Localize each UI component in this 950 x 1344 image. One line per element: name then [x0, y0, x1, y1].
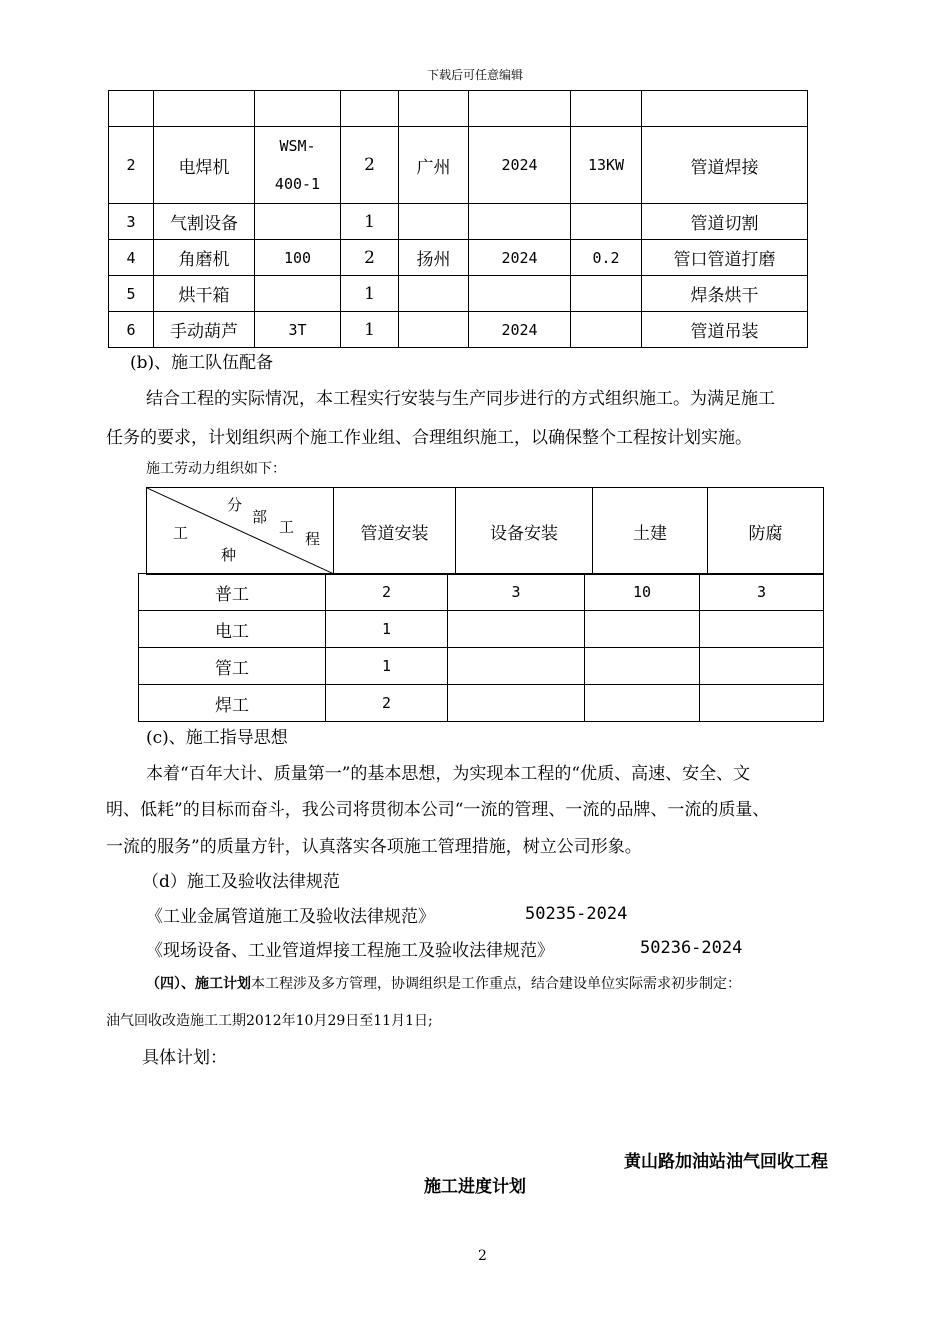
labor-header-1: 管道安装: [334, 488, 456, 575]
equipment-cell: [469, 204, 571, 240]
equipment-cell: [341, 91, 399, 127]
equipment-cell: [154, 91, 255, 127]
labor-row: [139, 685, 824, 722]
equipment-cell: 烘干箱: [154, 276, 255, 312]
labor-row: [139, 574, 824, 611]
labor-header-table: [146, 487, 824, 575]
equipment-cell: [109, 91, 154, 127]
equipment-row: [109, 204, 808, 240]
equipment-cell: 管道吊装: [642, 312, 808, 348]
equipment-cell: 3T: [255, 312, 341, 348]
section-d-heading: （d）施工及验收法律规范: [142, 872, 340, 892]
section-c-line-2: 明、低耗”的目标而奋斗，我公司将贯彻本公司“一流的管理、一流的品牌、一流的质量、: [106, 800, 770, 820]
equipment-cell: [399, 204, 469, 240]
equipment-cell: 2024: [469, 312, 571, 348]
equipment-cell: 2: [341, 127, 399, 204]
equipment-cell: 1: [341, 312, 399, 348]
equipment-cell: [399, 276, 469, 312]
equipment-cell: WSM- 400-1: [255, 127, 341, 204]
equipment-cell: [399, 91, 469, 127]
labor-row: [139, 648, 824, 685]
labor-cell: [448, 611, 585, 648]
page-number: 2: [478, 1248, 487, 1264]
corner-label-5: 工: [173, 524, 189, 542]
section-c-line-3: 一流的服务”的质量方针，认真落实各项施工管理措施，树立公司形象。: [106, 837, 642, 857]
equipment-cell: [571, 91, 642, 127]
labor-cell: 1: [326, 648, 448, 685]
labor-caption: 施工劳动力组织如下：: [146, 461, 286, 477]
labor-corner-cell: [147, 488, 334, 575]
equipment-cell: [255, 204, 341, 240]
labor-cell: 普工: [139, 574, 326, 611]
corner-label-2: 部: [252, 508, 268, 526]
equipment-row: [109, 312, 808, 348]
equipment-cell: 2024: [469, 240, 571, 276]
standard-1-code: 50235-2024: [525, 904, 628, 924]
equipment-cell: 4: [109, 240, 154, 276]
labor-cell: [700, 611, 824, 648]
equipment-row: [109, 91, 808, 127]
corner-label-4: 程: [305, 530, 321, 548]
section-4-heading: （四）、施工计划: [146, 976, 251, 992]
corner-label-1: 分: [227, 496, 243, 514]
plan-label: 具体计划：: [142, 1048, 227, 1068]
equipment-cell: 电焊机: [154, 127, 255, 204]
labor-cell: 管工: [139, 648, 326, 685]
equipment-cell: 6: [109, 312, 154, 348]
equipment-table: [108, 90, 808, 348]
labor-cell: 3: [700, 574, 824, 611]
equipment-cell: 扬州: [399, 240, 469, 276]
equipment-cell: 手动葫芦: [154, 312, 255, 348]
labor-body-table: [138, 573, 824, 722]
equipment-row: [109, 127, 808, 204]
equipment-cell: 3: [109, 204, 154, 240]
equipment-cell: 1: [341, 276, 399, 312]
equipment-cell: 焊条烘干: [642, 276, 808, 312]
labor-cell: [700, 685, 824, 722]
labor-cell: 焊工: [139, 685, 326, 722]
equipment-cell: 2: [109, 127, 154, 204]
labor-header-4: 防腐: [708, 488, 824, 575]
equipment-cell: [642, 91, 808, 127]
equipment-cell: 0.2: [571, 240, 642, 276]
equipment-cell: 13KW: [571, 127, 642, 204]
labor-header-3: 土建: [593, 488, 708, 575]
standard-2-code: 50236-2024: [640, 938, 743, 958]
section-b-heading: (b)、施工队伍配备: [130, 353, 274, 373]
equipment-row: [109, 240, 808, 276]
equipment-cell: [571, 276, 642, 312]
construction-period: 油气回收改造施工工期2012年10月29日至11月1日;: [106, 1013, 433, 1029]
equipment-cell: [469, 276, 571, 312]
equipment-cell: 管口管道打磨: [642, 240, 808, 276]
labor-header-2: 设备安装: [456, 488, 593, 575]
labor-cell: 10: [585, 574, 700, 611]
section-b-para-1: 结合工程的实际情况，本工程实行安装与生产同步进行的方式组织施工。为满足施工: [146, 389, 775, 409]
corner-label-3: 工: [279, 518, 295, 536]
labor-cell: 3: [448, 574, 585, 611]
equipment-cell: [255, 276, 341, 312]
labor-cell: 电工: [139, 611, 326, 648]
project-title: 黄山路加油站油气回收工程: [624, 1152, 828, 1172]
equipment-cell: 广州: [399, 127, 469, 204]
corner-label-6: 种: [221, 546, 237, 564]
section-c-line-1: 本着“百年大计、质量第一”的基本思想，为实现本工程的“优质、高速、安全、文: [146, 764, 751, 784]
section-4-line: [146, 973, 741, 993]
equipment-cell: [399, 312, 469, 348]
labor-cell: [448, 685, 585, 722]
equipment-cell: 气割设备: [154, 204, 255, 240]
labor-cell: [585, 648, 700, 685]
equipment-row: [109, 276, 808, 312]
equipment-cell: 2: [341, 240, 399, 276]
labor-cell: [700, 648, 824, 685]
equipment-cell: 100: [255, 240, 341, 276]
labor-cell: [585, 611, 700, 648]
equipment-cell: 2024: [469, 127, 571, 204]
equipment-cell: [255, 91, 341, 127]
section-c-heading: (c)、施工指导思想: [146, 728, 288, 748]
section-b-para-2: 任务的要求，计划组织两个施工作业组、合理组织施工，以确保整个工程按计划实施。: [106, 428, 752, 448]
page-header: 下载后可任意编辑: [426, 68, 523, 82]
schedule-title: 施工进度计划: [424, 1177, 526, 1197]
standard-2-name: 《现场设备、工业管道焊接工程施工及验收法律规范》: [146, 941, 554, 961]
equipment-cell: 5: [109, 276, 154, 312]
standard-1-name: 《工业金属管道施工及验收法律规范》: [146, 907, 435, 927]
equipment-cell: [571, 204, 642, 240]
labor-cell: 2: [326, 685, 448, 722]
labor-cell: [585, 685, 700, 722]
labor-row: [139, 611, 824, 648]
equipment-cell: 角磨机: [154, 240, 255, 276]
equipment-cell: [469, 91, 571, 127]
labor-cell: 1: [326, 611, 448, 648]
labor-cell: [448, 648, 585, 685]
equipment-cell: 1: [341, 204, 399, 240]
equipment-cell: 管道切割: [642, 204, 808, 240]
labor-cell: 2: [326, 574, 448, 611]
equipment-cell: 管道焊接: [642, 127, 808, 204]
equipment-cell: [571, 312, 642, 348]
section-4-text: 本工程涉及多方管理，协调组织是工作重点，结合建设单位实际需求初步制定：: [251, 976, 741, 992]
